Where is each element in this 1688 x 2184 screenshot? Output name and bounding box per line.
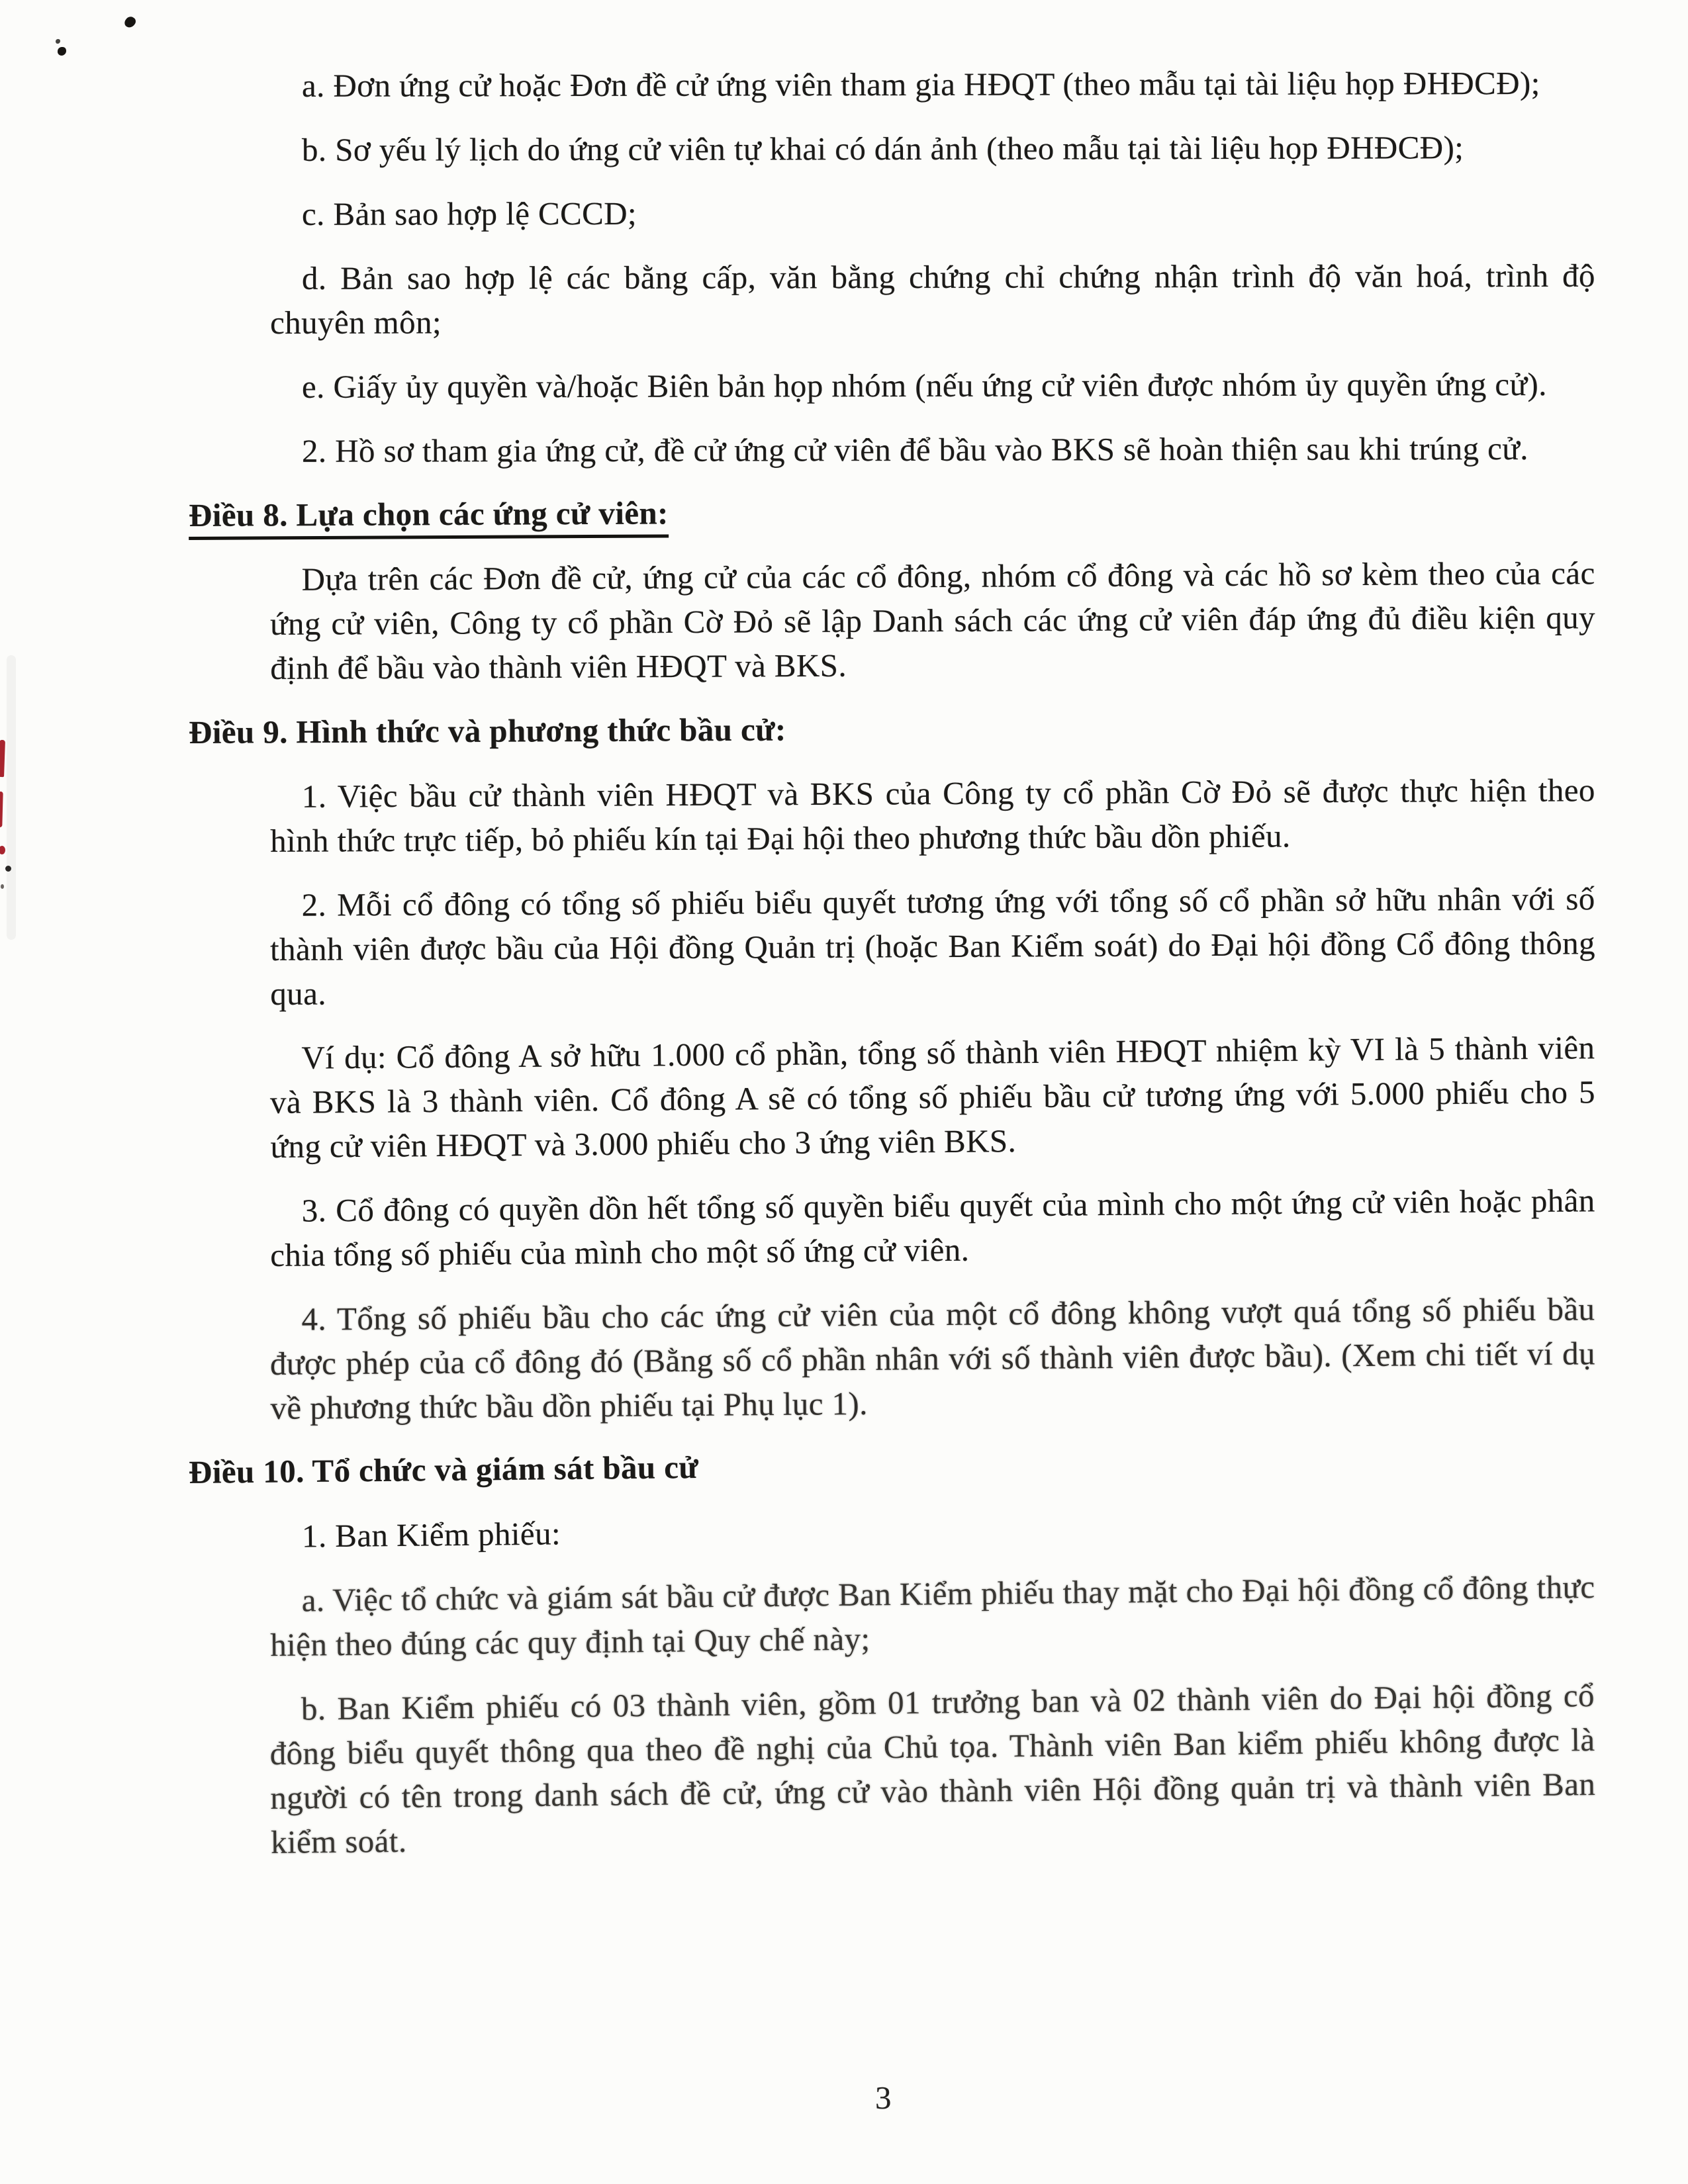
red-pen-mark — [0, 740, 5, 777]
article-10-clause-1: 1. Ban Kiểm phiếu: — [301, 1515, 561, 1555]
list-item-b: b. Sơ yếu lý lịch do ứng cử viên tự khai có dán ảnh (theo mẫu tại tài liệu họp ĐHĐCĐ); — [301, 129, 1464, 168]
page-number: 3 — [875, 2079, 892, 2116]
article-10-item-b: b. Ban Kiểm phiếu có 03 thành viên, gồm 01 trưởng ban và 02 thành viên do Đại hội đồng cổ đông biểu quyết thông qua theo đề nghị của Chủ tọa. Thành viên Ban kiểm phiếu không được là người có tên trong danh sách đề cử, ứng cử vào thành viên Hội đồng quản trị và thành viên Ban kiểm soát. — [269, 1677, 1596, 1860]
article-9-clause-2: 2. Mỗi cổ đông có tổng số phiếu biểu quyết tương ứng với tổng số cổ phần sở hữu nhân với số thành viên được bầu của Hội đồng Quản trị (hoặc Ban Kiểm soát) do Đại hội đồng Cổ đông thông qua. — [269, 880, 1596, 1012]
article-10-heading: Điều 10. Tổ chức và giám sát bầu cử — [188, 1448, 699, 1490]
list-item-a: a. Đơn ứng cử hoặc Đơn đề cử ứng viên tham gia HĐQT (theo mẫu tại tài liệu họp ĐHĐCĐ); — [301, 64, 1540, 104]
scan-speckle — [56, 39, 60, 44]
article-8-heading — [189, 486, 1595, 537]
article-8-heading-text: Điều 8. Lựa chọn các ứng cử viên: — [189, 494, 669, 540]
list-item-e: e. Giấy ủy quyền và/hoặc Biên bản họp nhóm (nếu ứng cử viên được nhóm ủy quyền ứng cử). — [301, 365, 1547, 405]
binding-shadow — [7, 655, 16, 940]
article-10-item-a: a. Việc tổ chức và giám sát bầu cử được Ban Kiểm phiếu thay mặt cho Đại hội đồng cổ đông thực hiện theo đúng các quy định tại Quy chế này; — [270, 1569, 1595, 1663]
scan-speckle — [58, 47, 66, 56]
article-9-clause-3: 3. Cổ đông có quyền dồn hết tổng số quyền biểu quyết của mình cho một ứng cử viên hoặc phân chia tổng số phiếu của mình cho một số ứng cử viên. — [270, 1182, 1595, 1273]
ink-dot — [1, 884, 4, 889]
article-8-body: Dựa trên các Đơn đề cử, ứng cử của các cổ đông, nhóm cổ đông và các hồ sơ kèm theo của các ứng cử viên, Công ty cổ phần Cờ Đỏ sẽ lập Danh sách các ứng cử viên đáp ứng đủ điều kiện quy định để bầu vào thành viên HĐQT và BKS. — [269, 555, 1596, 686]
clause-2: 2. Hồ sơ tham gia ứng cử, đề cử ứng cử viên để bầu vào BKS sẽ hoàn thiện sau khi trúng cử. — [301, 430, 1528, 469]
red-pen-mark — [0, 792, 3, 827]
scan-speckle — [122, 15, 137, 30]
red-pen-mark — [0, 846, 5, 854]
article-9-clause-1: 1. Việc bầu cử thành viên HĐQT và BKS của Công ty cổ phần Cờ Đỏ sẽ được thực hiện theo hình thức trực tiếp, bỏ phiếu kín tại Đại hội theo phương thức bầu dồn phiếu. — [270, 772, 1595, 859]
article-9-clause-4: 4. Tổng số phiếu bầu cho các ứng cử viên của một cổ đông không vượt quá tổng số phiếu bầu được phép của cổ đông đó (Bằng số cổ phần nhân với số thành viên được bầu). (Xem chi tiết ví dụ về phương thức bầu dồn phiếu tại Phụ lục 1). — [269, 1291, 1596, 1426]
document-body — [188, 64, 1596, 1884]
ink-dot — [5, 866, 11, 872]
list-item-c: c. Bản sao hợp lệ CCCD; — [301, 195, 637, 232]
list-item-d: d. Bản sao hợp lệ các bằng cấp, văn bằng chứng chỉ chứng nhận trình độ văn hoá, trình độ chuyên môn; — [270, 257, 1595, 341]
article-9-example: Ví dụ: Cổ đông A sở hữu 1.000 cổ phần, tổng số thành viên HĐQT nhiệm kỳ VI là 5 thành viên và BKS là 3 thành viên. Cổ đông A sẽ có tổng số phiếu bầu cử tương ứng với 5.000 phiếu cho 5 ứng cử viên HĐQT và 3.000 phiếu cho 3 ứng viên BKS. — [269, 1029, 1596, 1165]
article-9-heading: Điều 9. Hình thức và phương thức bầu cử: — [188, 711, 786, 751]
